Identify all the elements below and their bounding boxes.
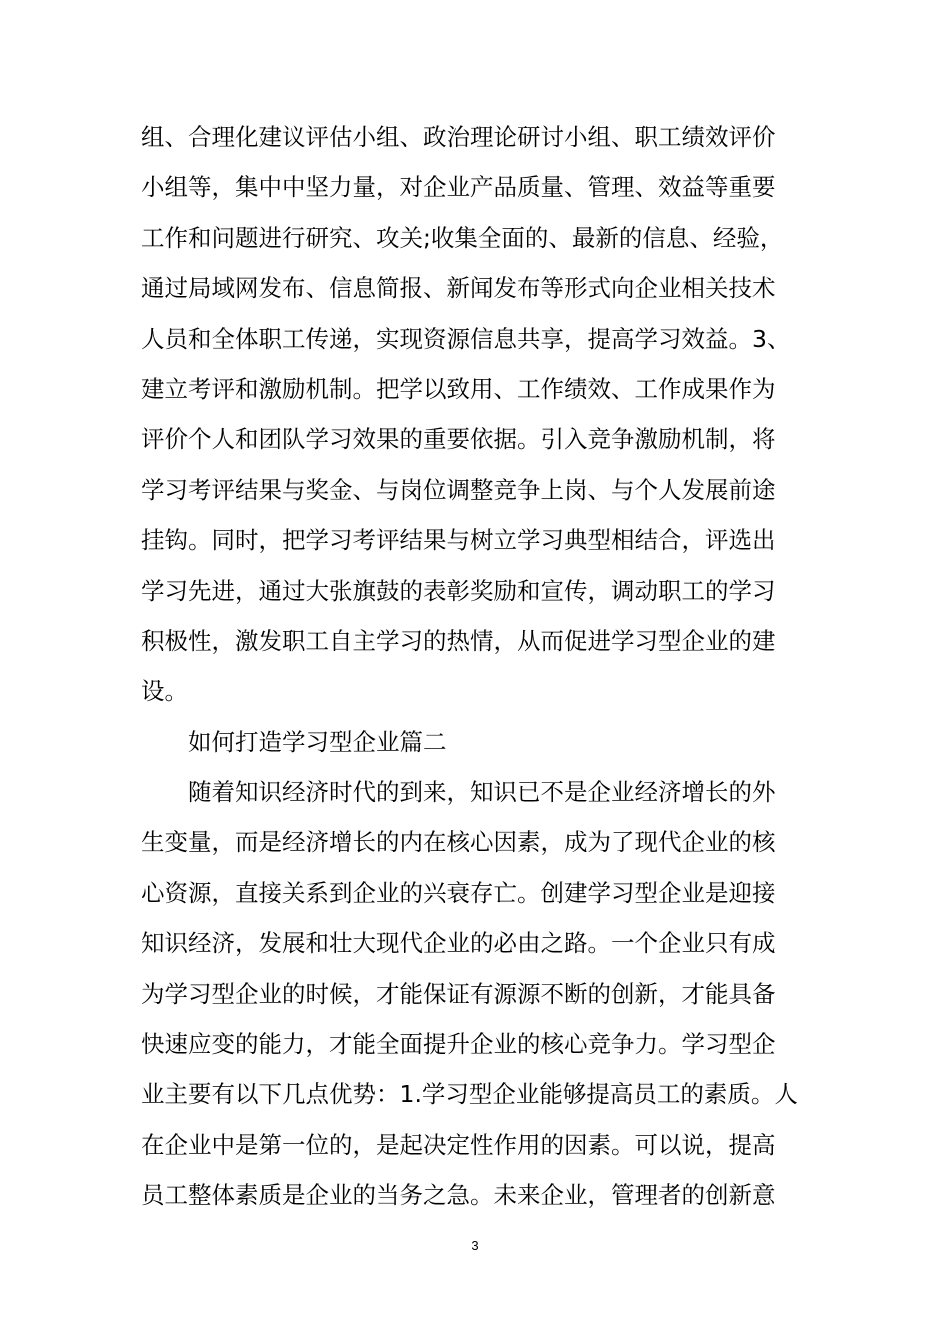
text-line: 挂钩。同时，把学习考评结果与树立学习典型相结合，评选出 bbox=[141, 526, 776, 555]
text-line: 在企业中是第一位的，是起决定性作用的因素。可以说，提高 bbox=[141, 1130, 776, 1159]
text-line: 积极性，激发职工自主学习的热情，从而促进学习型企业的建 bbox=[141, 626, 776, 655]
text-line: 知识经济，发展和壮大现代企业的必由之路。一个企业只有成 bbox=[141, 929, 776, 958]
text-line: 通过局域网发布、信息简报、新闻发布等形式向企业相关技术 bbox=[141, 274, 776, 303]
text-line: 生变量，而是经济增长的内在核心因素，成为了现代企业的核 bbox=[141, 828, 776, 857]
text-line: 建立考评和激励机制。把学以致用、工作绩效、工作成果作为 bbox=[141, 374, 776, 403]
text-line: 人员和全体职工传递，实现资源信息共享，提高学习效益。3、 bbox=[141, 324, 791, 353]
text-line: 工作和问题进行研究、攻关;收集全面的、最新的信息、经验， bbox=[141, 223, 784, 252]
text-line: 心资源，直接关系到企业的兴衰存亡。创建学习型企业是迎接 bbox=[141, 878, 776, 907]
text-line: 设。 bbox=[141, 677, 188, 706]
body-text bbox=[141, 112, 831, 1221]
section-heading: 如何打造学习型企业篇二 bbox=[188, 727, 447, 756]
text-line: 小组等，集中中坚力量，对企业产品质量、管理、效益等重要 bbox=[141, 173, 776, 202]
text-line: 随着知识经济时代的到来，知识已不是企业经济增长的外 bbox=[188, 778, 776, 807]
text-line: 评价个人和团队学习效果的重要依据。引入竞争激励机制，将 bbox=[141, 425, 776, 454]
text-line: 业主要有以下几点优势：1.学习型企业能够提高员工的素质。人 bbox=[141, 1080, 798, 1109]
text-line: 学习先进，通过大张旗鼓的表彰奖励和宣传，调动职工的学习 bbox=[141, 576, 776, 605]
page-number: 3 bbox=[471, 1238, 479, 1253]
text-line: 为学习型企业的时候，才能保证有源源不断的创新，才能具备 bbox=[141, 979, 776, 1008]
text-line: 快速应变的能力，才能全面提升企业的核心竞争力。学习型企 bbox=[141, 1030, 776, 1059]
text-line: 组、合理化建议评估小组、政治理论研讨小组、职工绩效评价 bbox=[141, 123, 776, 151]
text-line: 学习考评结果与奖金、与岗位调整竞争上岗、与个人发展前途 bbox=[141, 475, 776, 504]
text-line: 员工整体素质是企业的当务之急。未来企业，管理者的创新意 bbox=[141, 1181, 776, 1210]
